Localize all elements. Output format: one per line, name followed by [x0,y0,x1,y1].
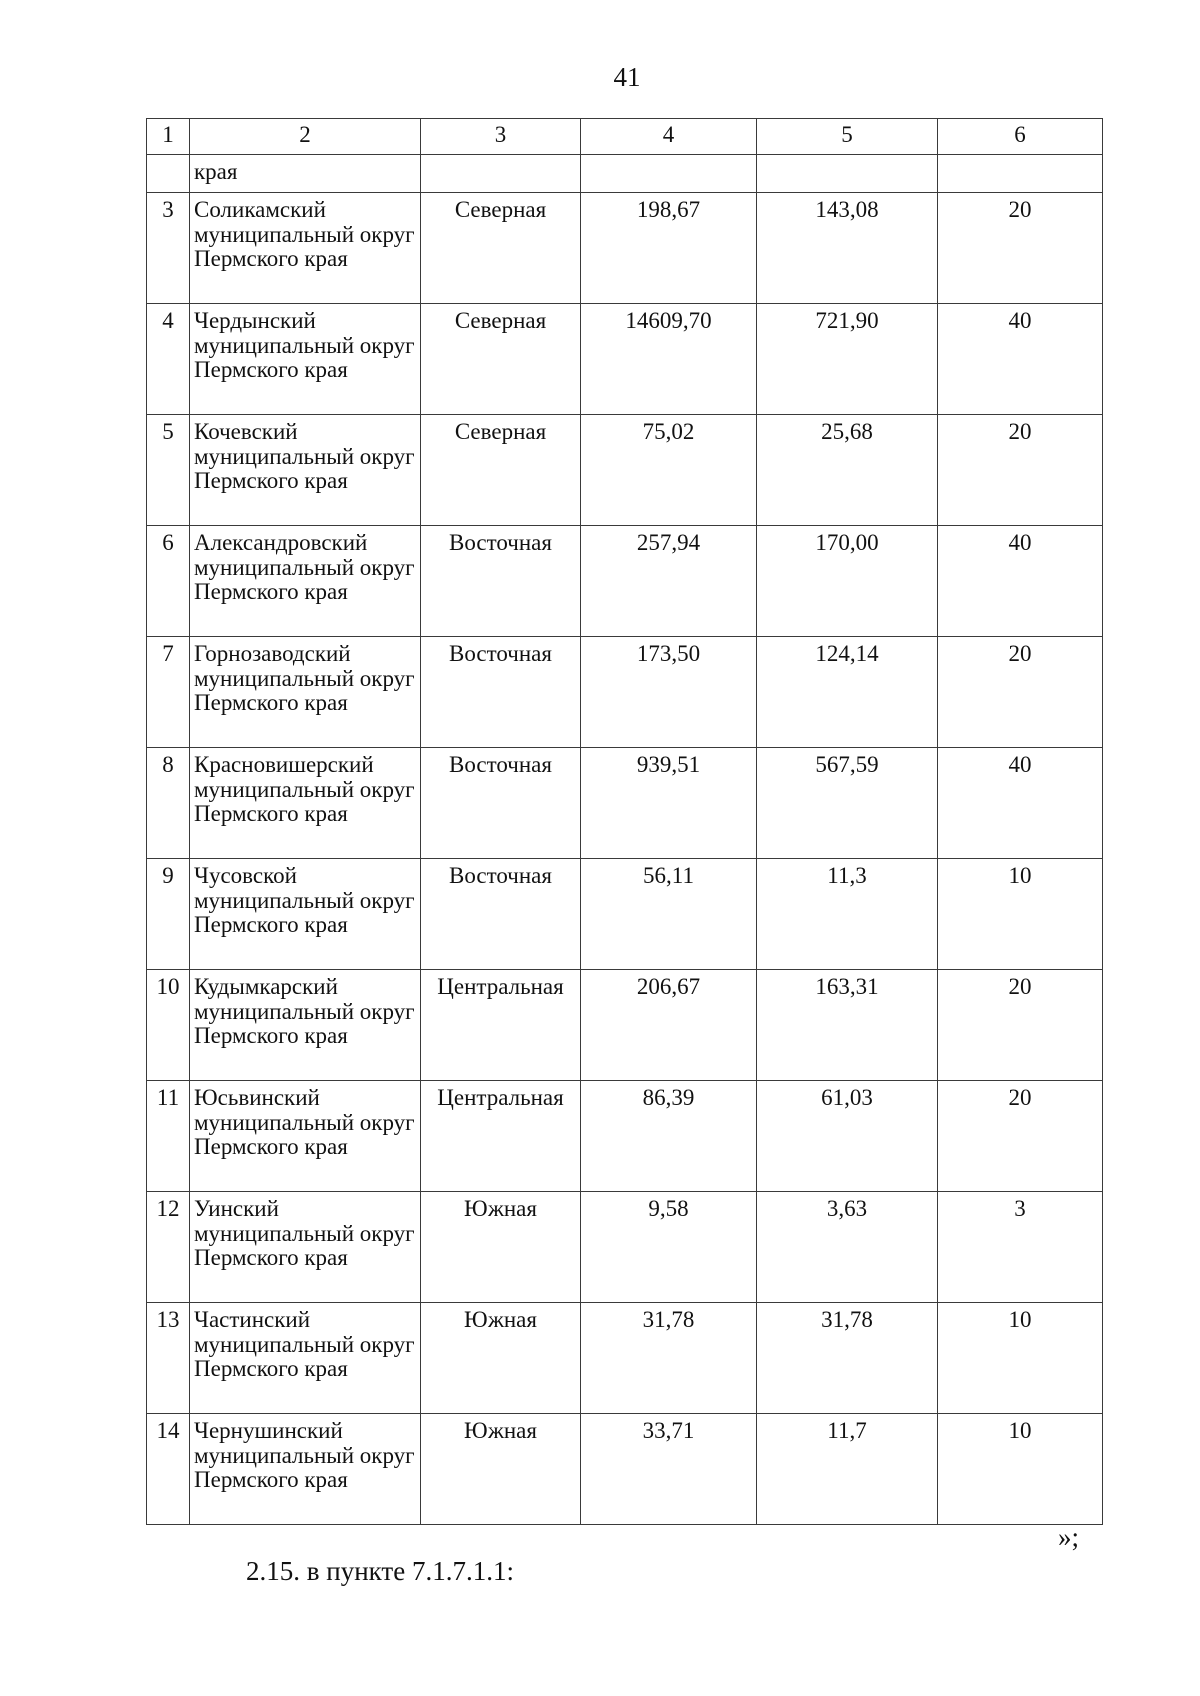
header-cell: 3 [421,119,581,155]
cell-number: 4 [147,304,190,415]
cell-district-name: Чернушинский муниципальный округ Пермского края [190,1414,421,1525]
cell-number: 3 [147,193,190,304]
cell-col6: 20 [938,415,1103,526]
table-row [147,748,1103,859]
cell-col6: 40 [938,526,1103,637]
cell-col5: 143,08 [757,193,938,304]
cell-col6: 40 [938,304,1103,415]
table-row [147,415,1103,526]
closing-quote-mark: »; [1058,1522,1080,1552]
cell-district-name: Соликамский муниципальный округ Пермского края [190,193,421,304]
cell-number: 5 [147,415,190,526]
cell-col4: 206,67 [581,970,757,1081]
cell-district-name: Уинский муниципальный округ Пермского края [190,1192,421,1303]
cell-number: 9 [147,859,190,970]
cell-district-name: Юсьвинский муниципальный округ Пермского края [190,1081,421,1192]
cell-col4: 14609,70 [581,304,757,415]
cell-zone: Южная [421,1414,581,1525]
cell-zone: Северная [421,415,581,526]
cell-col4: 173,50 [581,637,757,748]
cell-col5: 163,31 [757,970,938,1081]
cell-col4: 9,58 [581,1192,757,1303]
cell-col4: 86,39 [581,1081,757,1192]
cell-col5: 61,03 [757,1081,938,1192]
cell-col5: 11,3 [757,859,938,970]
cell-col6 [938,155,1103,193]
cell-col4: 33,71 [581,1414,757,1525]
cell-zone: Южная [421,1303,581,1414]
cell-district-name: Чусовской муниципальный округ Пермского края [190,859,421,970]
cell-district-name: Кудымкарский муниципальный округ Пермского края [190,970,421,1081]
cell-col6: 20 [938,193,1103,304]
section-heading: 2.15. в пункте 7.1.7.1.1: [246,1556,514,1586]
table-row [147,1081,1103,1192]
header-cell: 4 [581,119,757,155]
cell-number [147,155,190,193]
header-cell: 6 [938,119,1103,155]
cell-zone: Северная [421,304,581,415]
table-row [147,1414,1103,1525]
cell-col4: 939,51 [581,748,757,859]
cell-col4 [581,155,757,193]
cell-number: 13 [147,1303,190,1414]
table-row [147,526,1103,637]
cell-col6: 10 [938,1414,1103,1525]
cell-col6: 40 [938,748,1103,859]
cell-number: 12 [147,1192,190,1303]
header-cell: 2 [190,119,421,155]
cell-col4: 198,67 [581,193,757,304]
cell-zone: Восточная [421,748,581,859]
cell-district-name: Частинский муниципальный округ Пермского края [190,1303,421,1414]
cell-zone: Центральная [421,970,581,1081]
cell-col5 [757,155,938,193]
cell-col4: 75,02 [581,415,757,526]
cell-col5: 124,14 [757,637,938,748]
cell-number: 10 [147,970,190,1081]
cell-col6: 20 [938,1081,1103,1192]
cell-col5: 721,90 [757,304,938,415]
cell-number: 14 [147,1414,190,1525]
cell-zone: Восточная [421,526,581,637]
cell-zone: Северная [421,193,581,304]
header-cell: 1 [147,119,190,155]
cell-number: 11 [147,1081,190,1192]
table-row [147,859,1103,970]
cell-col6: 20 [938,970,1103,1081]
cell-col5: 31,78 [757,1303,938,1414]
cell-col6: 3 [938,1192,1103,1303]
table-row [147,1192,1103,1303]
cell-zone [421,155,581,193]
cell-col5: 11,7 [757,1414,938,1525]
table-row [147,193,1103,304]
cell-district-name: Красновишерский муниципальный округ Пермского края [190,748,421,859]
cell-col6: 20 [938,637,1103,748]
header-cell: 5 [757,119,938,155]
page-number: 41 [613,62,641,92]
cell-number: 6 [147,526,190,637]
cell-col6: 10 [938,1303,1103,1414]
cell-district-name: Кочевский муниципальный округ Пермского края [190,415,421,526]
cell-number: 8 [147,748,190,859]
cell-col4: 56,11 [581,859,757,970]
cell-number: 7 [147,637,190,748]
cell-zone: Южная [421,1192,581,1303]
continuation-row [147,155,1103,193]
cell-district-name: Чердынский муниципальный округ Пермского края [190,304,421,415]
cell-district-name: края [190,155,421,193]
data-table [146,118,1103,1525]
cell-zone: Восточная [421,637,581,748]
cell-col6: 10 [938,859,1103,970]
cell-zone: Восточная [421,859,581,970]
table-row [147,1303,1103,1414]
table-row [147,304,1103,415]
cell-col5: 25,68 [757,415,938,526]
cell-col4: 31,78 [581,1303,757,1414]
cell-zone: Центральная [421,1081,581,1192]
cell-district-name: Александровский муниципальный округ Пермского края [190,526,421,637]
table-row [147,637,1103,748]
cell-col5: 170,00 [757,526,938,637]
cell-col5: 3,63 [757,1192,938,1303]
table-row [147,970,1103,1081]
table-header-row [147,119,1103,155]
cell-col5: 567,59 [757,748,938,859]
cell-district-name: Горнозаводский муниципальный округ Пермского края [190,637,421,748]
cell-col4: 257,94 [581,526,757,637]
table-body [147,119,1103,1525]
